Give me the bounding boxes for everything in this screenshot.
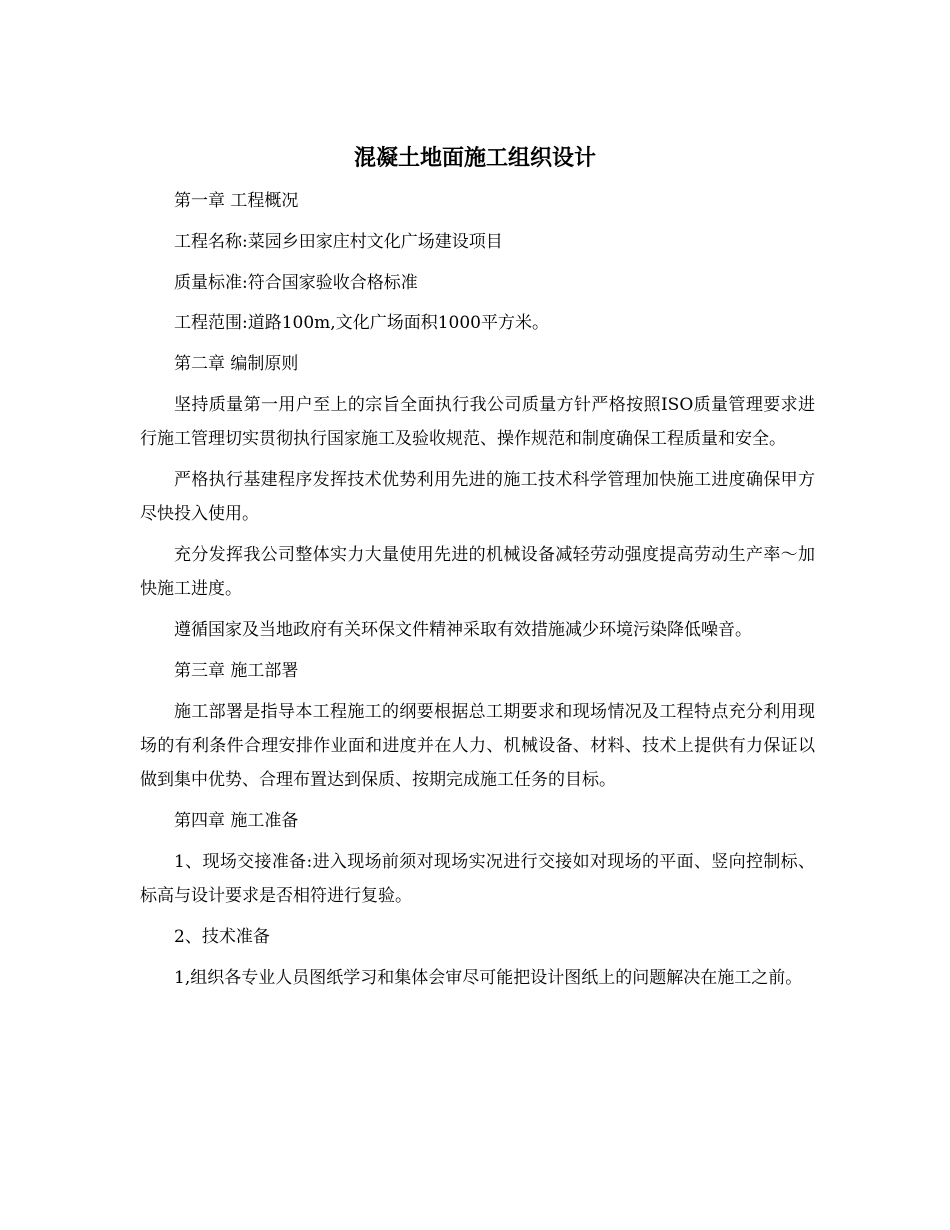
chapter-heading: 第一章 工程概况 — [174, 191, 299, 211]
paragraph: 施工部署是指导本工程施工的纲要根据总工期要求和现场情况及工程特点充分利用现场的有利条件合理安排作业面和进度并在人力、机械设备、材料、技术上提供有力保证以做到集中优势、合理布置达到保质、按期完成施工任务的目标。 — [140, 701, 815, 791]
chapter-heading: 第二章 编制原则 — [174, 354, 299, 375]
paragraph: 充分发挥我公司整体实力大量使用先进的机械设备减轻劳动强度提高劳动生产率～加快施工进度。 — [140, 545, 815, 600]
paragraph: 工程名称:菜园乡田家庄村文化广场建设项目 — [174, 231, 503, 252]
paragraph: 坚持质量第一用户至上的宗旨全面执行我公司质量方针严格按照ISO质量管理要求进行施工管理切实贯彻执行国家施工及验收规范、操作规范和制度确保工程质量和安全。 — [140, 394, 815, 450]
paragraph: 1,组织各专业人员图纸学习和集体会审尽可能把设计图纸上的问题解决在施工之前。 — [174, 967, 803, 988]
paragraph: 1、现场交接准备:进入现场前须对现场实况进行交接如对现场的平面、竖向控制标、标高与设计要求是否相符进行复验。 — [140, 852, 815, 907]
paragraph: 工程范围:道路100m,文化广场面积1000平方米。 — [174, 313, 549, 334]
paragraph: 遵循国家及当地政府有关环保文件精神采取有效措施减少环境污染降低噪音。 — [174, 620, 752, 641]
document-body — [140, 184, 815, 1002]
paragraph: 严格执行基建程序发挥技术优势利用先进的施工技术科学管理加快施工进度确保甲方尽快投入使用。 — [140, 470, 815, 525]
chapter-heading: 第四章 施工准备 — [174, 811, 299, 832]
chapter-heading: 第三章 施工部署 — [174, 661, 299, 682]
document-title: 混凝土地面施工组织设计 — [353, 145, 596, 171]
paragraph: 2、技术准备 — [174, 927, 270, 948]
paragraph: 质量标准:符合国家验收合格标准 — [174, 272, 418, 293]
